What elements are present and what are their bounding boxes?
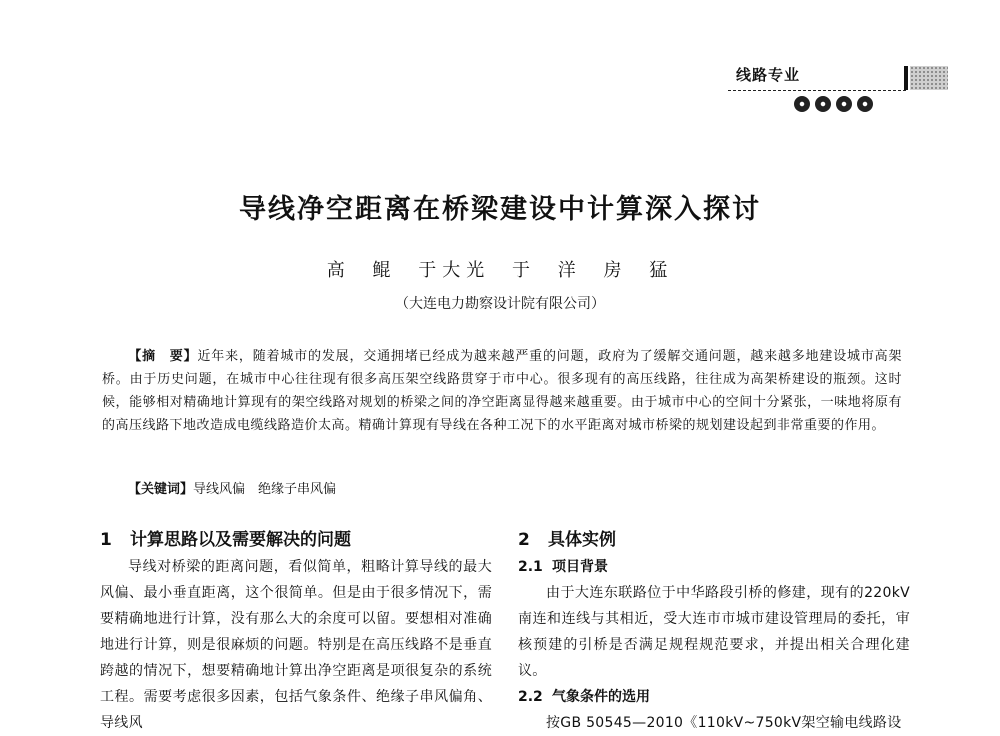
header-decoration: [794, 96, 873, 112]
subsection-heading: [518, 684, 910, 710]
right-column: [518, 526, 910, 736]
author-list: [0, 256, 1000, 282]
abstract-label: 【摘 要】: [128, 349, 198, 364]
section-title: 计算思路以及需要解决的问题: [130, 530, 351, 550]
left-column: [100, 526, 492, 736]
decor-dot-icon: [857, 96, 873, 112]
section-heading: [518, 526, 910, 554]
decor-dot-icon: [794, 96, 810, 112]
subsection-number: 2.2: [518, 689, 543, 705]
body-paragraph: 按GB 50545—2010《110kV~750kV架空输电线路设: [546, 715, 902, 731]
author-name: 于 洋: [512, 260, 582, 281]
keywords-text: 导线风偏 绝缘子串风偏: [193, 482, 337, 497]
paper-title: 导线净空距离在桥梁建设中计算深入探讨: [239, 194, 761, 225]
affiliation: （大连电力勘察设计院有限公司）: [395, 296, 605, 312]
author-name: 房 猛: [603, 260, 674, 281]
subsection-title: 气象条件的选用: [552, 689, 650, 705]
section-number: 2: [518, 530, 530, 550]
abstract-text: 近年来，随着城市的发展，交通拥堵已经成为越来越严重的问题，政府为了缓解交通问题，越来越多地建设城市高架桥。由于历史问题，在城市中心往往现有很多高压架空线路贯穿于市中心。很多现有的高压线路，往往成为高架桥建设的瓶颈。这时候，能够相对精确地计算现有的架空线路对规划的桥梁之间的净空距离显得越来越重要。由于城市中心的空间十分紧张，一味地将原有的高压线路下地改造成电缆线路造价太高。精确计算现有导线在各种工况下的水平距离对城市桥梁的规划建设起到非常重要的作用。: [102, 349, 902, 433]
keywords: [128, 478, 888, 501]
body-paragraph: 由于大连东联路位于中华路段引桥的修建，现有的220kV南连和连线与其相近，受大连市市城市建设管理局的委托，审核预建的引桥是否满足规程规范要求，并提出相关合理化建议。: [518, 585, 910, 679]
subsection-heading: [518, 554, 910, 580]
author-name: 高 鲲: [326, 260, 397, 281]
section-title: 具体实例: [548, 530, 616, 550]
section-number: 1: [100, 530, 112, 550]
section-heading: [100, 526, 492, 554]
author-name: 于大光: [418, 260, 491, 281]
section-tag: 线路专业: [736, 66, 801, 84]
header-bar: [904, 66, 908, 90]
decor-dot-icon: [815, 96, 831, 112]
subsection-title: 项目背景: [552, 559, 608, 575]
decor-dot-icon: [836, 96, 852, 112]
header-rule: [728, 90, 906, 91]
header-pattern: [910, 66, 948, 90]
keywords-label: 【关键词】: [128, 482, 194, 497]
body-paragraph: 导线对桥梁的距离问题，看似简单，粗略计算导线的最大风偏、最小垂直距离，这个很简单。但是由于很多情况下，需要精确地进行计算，没有那么大的余度可以留。要想相对准确地进行计算，则是很麻烦的问题。特别是在高压线路不是垂直跨越的情况下，想要精确地计算出净空距离是项很复杂的系统工程。需要考虑很多因素，包括气象条件、绝缘子串风偏角、导线风: [100, 559, 492, 731]
subsection-number: 2.1: [518, 559, 543, 575]
abstract: [102, 345, 902, 437]
